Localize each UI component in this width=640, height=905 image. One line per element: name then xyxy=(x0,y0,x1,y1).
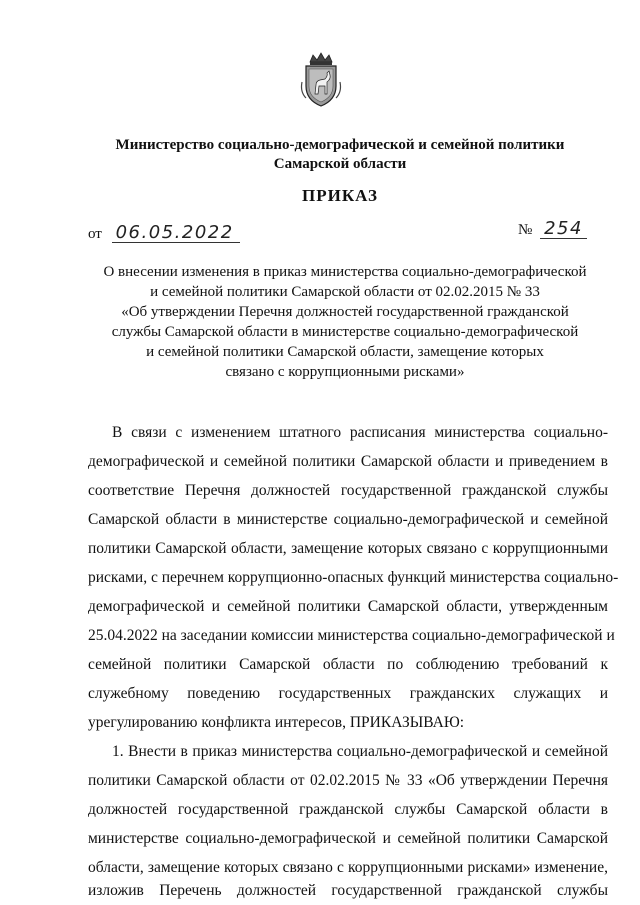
body-line: министерстве социально-демографической и семейной политики Самарской xyxy=(88,830,608,847)
body-line: демографической и семейной политики Самарской области, утвержденным xyxy=(88,598,608,615)
body-line: демографической и семейной политики Самарской области и приведением в xyxy=(88,453,608,470)
document-type-title: ПРИКАЗ xyxy=(302,186,378,205)
subject-line: службы Самарской области в министерстве социально-демографической xyxy=(111,324,579,340)
body-line: урегулированию конфликта интересов, ПРИКАЗЫВАЮ: xyxy=(88,714,465,731)
body-line: 1. Внести в приказ министерства социально-демографической и семейной xyxy=(112,743,608,760)
body-line: В связи с изменением штатного расписания министерства социально- xyxy=(112,424,608,441)
number-handwritten-value: 254 xyxy=(540,220,587,239)
date-prefix: от xyxy=(88,226,102,242)
body-line: Самарской области в министерстве социально-демографической и семейной xyxy=(88,511,608,528)
ministry-name-line2: Самарской области xyxy=(273,156,407,172)
subject-line: и семейной политики Самарской области, замещение которых xyxy=(146,344,544,360)
subject-line: связано с коррупционными рисками» xyxy=(225,364,465,380)
order-date xyxy=(88,224,240,243)
body-line: области, замещение которых связано с коррупционными рисками» изменение, xyxy=(88,859,608,876)
body-line: соответствие Перечня должностей государственной гражданской службы xyxy=(88,482,608,499)
date-handwritten-value: 06.05.2022 xyxy=(112,224,240,243)
subject-line: О внесении изменения в приказ министерства социально-демографической xyxy=(103,264,587,280)
ministry-name-line1: Министерство социально-демографической и семейной политики xyxy=(115,137,565,153)
body-line: должностей государственной гражданской службы Самарской области в xyxy=(88,801,608,818)
body-line: политики Самарской области от 02.02.2015 № 33 «Об утверждении Перечня xyxy=(88,772,608,789)
number-prefix: № xyxy=(518,222,533,238)
body-line: политики Самарской области, замещение которых связано с коррупционными xyxy=(88,540,608,557)
order-number xyxy=(518,220,587,239)
body-line: семейной политики Самарской области по соблюдению требований к xyxy=(88,656,608,673)
subject-line: «Об утверждении Перечня должностей государственной гражданской xyxy=(121,304,569,320)
samara-coat-of-arms-icon xyxy=(298,52,344,108)
body-line: рисками, с перечнем коррупционно-опасных функций министерства социально- xyxy=(88,569,619,586)
subject-line: и семейной политики Самарской области от 02.02.2015 № 33 xyxy=(150,284,540,300)
body-line: 25.04.2022 на заседании комиссии министерства социально-демографической и xyxy=(88,627,615,644)
body-line: изложив Перечень должностей государственной гражданской службы xyxy=(88,882,608,899)
body-line: служебному поведению государственных гражданских служащих и xyxy=(88,685,608,702)
